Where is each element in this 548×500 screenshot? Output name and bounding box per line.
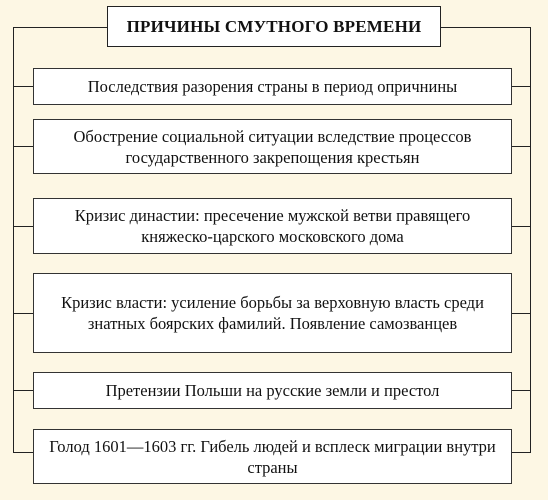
diagram-title: ПРИЧИНЫ СМУТНОГО ВРЕМЕНИ xyxy=(107,6,441,47)
connector-left-3 xyxy=(13,226,33,227)
cause-box-4: Кризис власти: усиление борьбы за верховную власть среди знатных боярских фамилий. Появление самозванцев xyxy=(33,273,512,353)
cause-box-1: Последствия разорения страны в период опричнины xyxy=(33,68,512,105)
connector-right-4 xyxy=(512,313,531,314)
connector-left-6 xyxy=(13,452,33,453)
connector-left-4 xyxy=(13,313,33,314)
connector-left-1 xyxy=(13,86,33,87)
cause-box-5: Претензии Польши на русские земли и престол xyxy=(33,372,512,409)
cause-box-2: Обострение социальной ситуации вследствие процессов государственного закрепощения крестьян xyxy=(33,119,512,174)
title-connector-right xyxy=(441,27,531,28)
connector-right-3 xyxy=(512,226,531,227)
left-connector-line xyxy=(13,27,14,452)
connector-right-2 xyxy=(512,146,531,147)
right-connector-line xyxy=(530,27,531,452)
connector-right-6 xyxy=(512,452,531,453)
connector-left-2 xyxy=(13,146,33,147)
connector-right-1 xyxy=(512,86,531,87)
cause-box-6: Голод 1601—1603 гг. Гибель людей и всплеск миграции внутри страны xyxy=(33,429,512,484)
connector-right-5 xyxy=(512,390,531,391)
cause-box-3: Кризис династии: пресечение мужской ветви правящего княжеско-царского московского дома xyxy=(33,198,512,254)
title-connector-left xyxy=(13,27,107,28)
connector-left-5 xyxy=(13,390,33,391)
